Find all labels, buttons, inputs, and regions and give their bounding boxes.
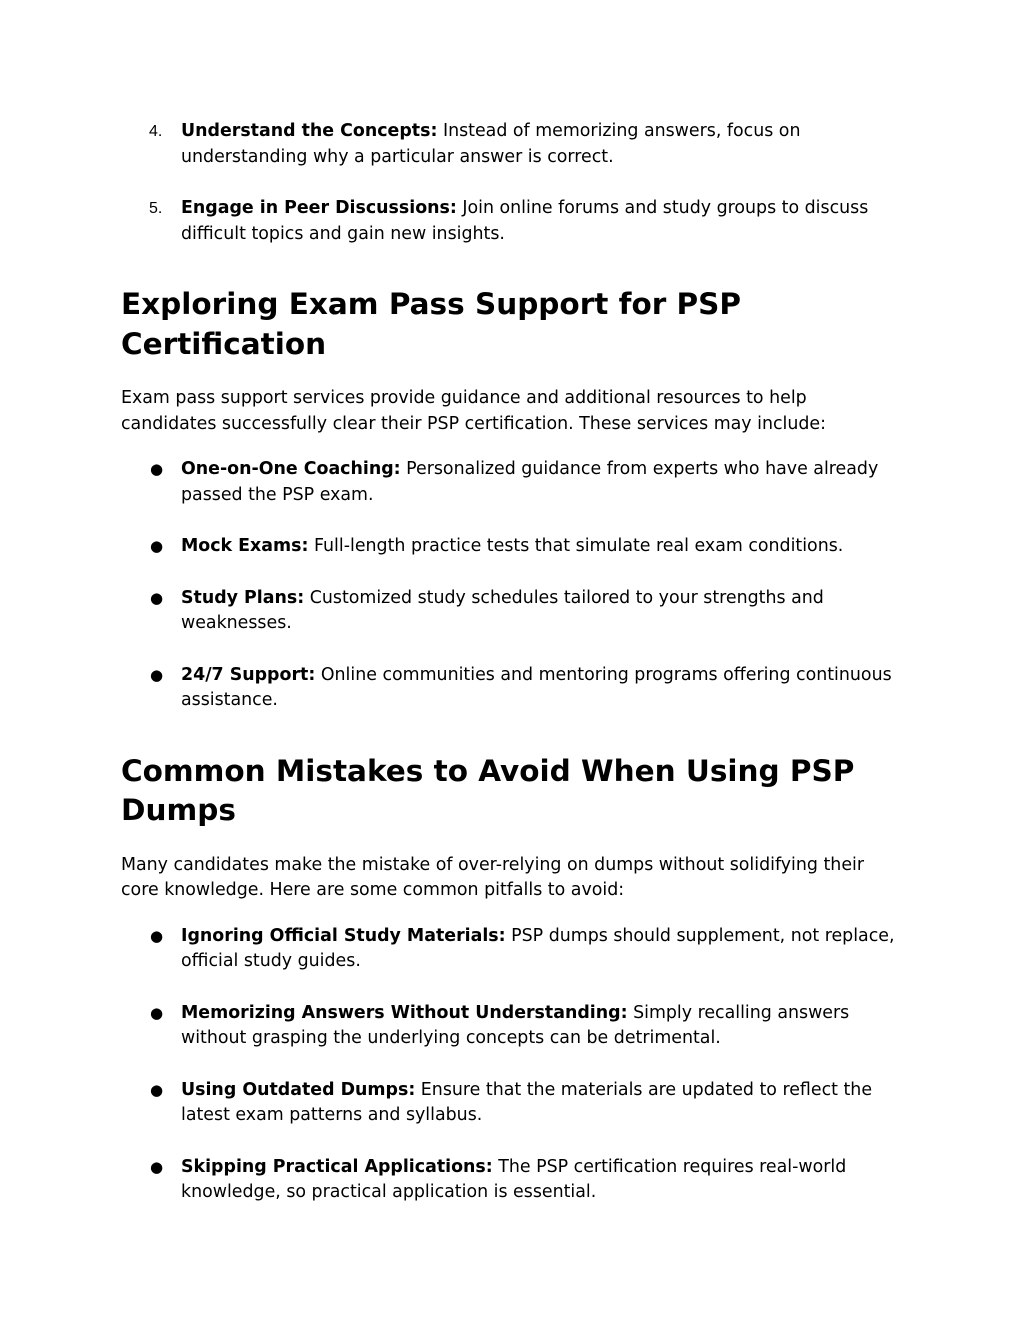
- list-number: 5.: [149, 200, 163, 217]
- bullet-title: Memorizing Answers Without Understanding:: [181, 1002, 628, 1023]
- bullet-title: Mock Exams:: [181, 536, 309, 556]
- section-intro: Exam pass support services provide guidance and additional resources to help candidates successfully clear their PSP certification. These services may include:: [121, 388, 826, 434]
- section-heading: Exploring Exam Pass Support for PSP Certification: [121, 287, 742, 361]
- bullet-item: [121, 663, 901, 714]
- bullet-icon: ●: [150, 926, 164, 945]
- list-item: [121, 196, 901, 247]
- bullet-icon: ●: [150, 1003, 164, 1022]
- bullet-icon: ●: [150, 1080, 164, 1099]
- bullet-item: [121, 1155, 901, 1206]
- bullet-title: One-on-One Coaching:: [181, 459, 401, 479]
- list-item-text: Instead of memorizing answers, focus on understanding why a particular answer is correct.: [181, 121, 801, 167]
- bullet-text: PSP dumps should supplement, not replace, official study guides.: [181, 925, 895, 971]
- bullet-icon: ●: [150, 460, 164, 478]
- bullet-item: [121, 534, 901, 560]
- bullet-item: [121, 1078, 901, 1129]
- bullet-text: Simply recalling answers without grasping the underlying concepts can be detrimental.: [181, 1002, 850, 1048]
- bullet-title: Using Outdated Dumps:: [181, 1079, 416, 1100]
- bullet-item: [121, 586, 901, 637]
- bullet-icon: ●: [150, 1157, 164, 1176]
- bullet-icon: ●: [150, 588, 164, 607]
- bullet-text: The PSP certification requires real-world knowledge, so practical application is essential.: [181, 1156, 847, 1202]
- list-item: [121, 119, 901, 170]
- bullet-title: 24/7 Support:: [181, 664, 316, 685]
- bullet-text: Ensure that the materials are updated to reflect the latest exam patterns and syllabus.: [181, 1079, 873, 1125]
- bullet-item: [121, 1001, 901, 1052]
- list-number: 4.: [149, 123, 163, 140]
- bullet-text: Online communities and mentoring programs offering continuous assistance.: [181, 664, 892, 710]
- list-item-title: Understand the Concepts:: [181, 121, 438, 141]
- list-item-title: Engage in Peer Discussions:: [181, 198, 457, 218]
- section-intro: Many candidates make the mistake of over-relying on dumps without solidifying their core knowledge. Here are some common pitfalls to avoid:: [121, 854, 864, 900]
- bullet-title: Skipping Practical Applications:: [181, 1156, 493, 1177]
- bullet-title: Ignoring Official Study Materials:: [181, 925, 506, 946]
- document-page: [121, 119, 901, 1206]
- section-heading: Common Mistakes to Avoid When Using PSP Dumps: [121, 753, 855, 827]
- bullet-icon: ●: [150, 665, 164, 684]
- bullet-icon: ●: [150, 537, 164, 555]
- bullet-text: Full-length practice tests that simulate real exam conditions.: [308, 536, 844, 556]
- list-item-text: Join online forums and study groups to discuss difficult topics and gain new insights.: [181, 198, 869, 244]
- bullet-text: Personalized guidance from experts who have already passed the PSP exam.: [181, 459, 879, 505]
- bullet-title: Study Plans:: [181, 587, 305, 608]
- bullet-text: Customized study schedules tailored to your strengths and weaknesses.: [181, 587, 824, 633]
- bullet-item: [121, 924, 901, 975]
- bullet-item: [121, 457, 901, 508]
